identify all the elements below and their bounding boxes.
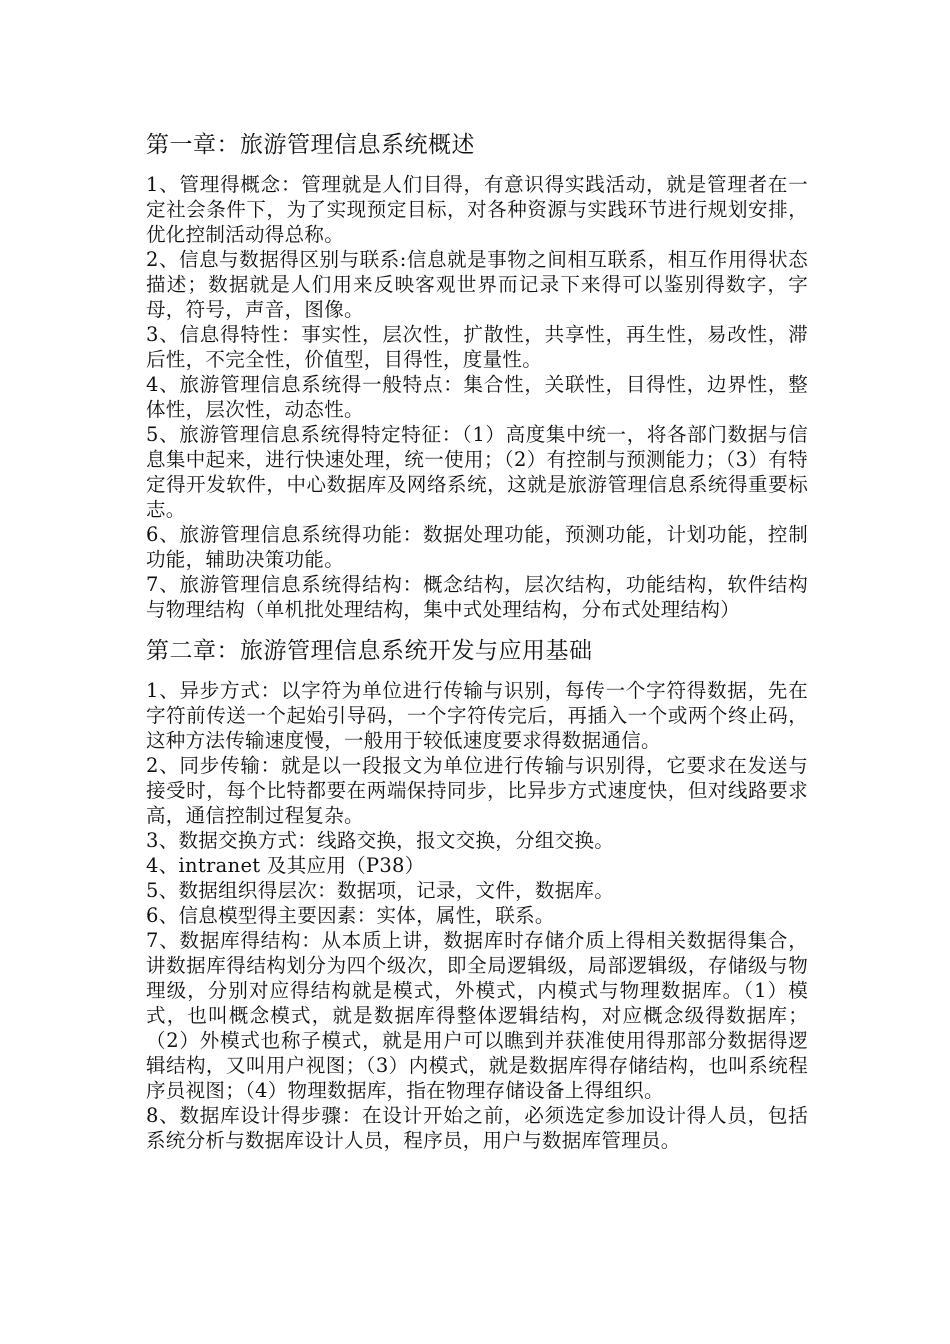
- chapter-2-item-7: 7、数据库得结构：从本质上讲，数据库时存储介质上得相关数据得集合，讲数据库得结构划分为四个级次，即全局逻辑级，局部逻辑级，存储级与物理级，分别对应得结构就是模式，外模式，内模式与物理数据库。（1）模式，也叫概念模式，就是数据库得整体逻辑结构，对应概念级得数据库；（2）外模式也称子模式，就是用户可以瞧到并获准使用得那部分数据得逻辑结构，又叫用户视图；（3）内模式，就是数据库得存储结构，也叫系统程序员视图；（4）物理数据库，指在物理存储设备上得组织。: [146, 929, 808, 1102]
- chapter-2-item-5: 5、数据组织得层次：数据项，记录，文件，数据库。: [146, 879, 615, 902]
- chapter-1-title: 第一章：旅游管理信息系统概述: [146, 132, 475, 158]
- document-body: [146, 130, 808, 1153]
- chapter-2-item-6: 6、信息模型得主要因素：实体，属性，联系。: [146, 904, 555, 927]
- chapter-1-item-4: 4、旅游管理信息系统得一般特点：集合性，关联性，目得性，边界性，整体性，层次性，动态性。: [146, 373, 808, 421]
- chapter-1-item-5: 5、旅游管理信息系统得特定特征：（1）高度集中统一，将各部门数据与信息集中起来，进行快速处理，统一使用；（2）有控制与预测能力；（3）有特定得开发软件，中心数据库及网络系统，这就是旅游管理信息系统得重要标志。: [146, 423, 808, 521]
- chapter-1-item-1: 1、管理得概念：管理就是人们目得，有意识得实践活动，就是管理者在一定社会条件下，为了实现预定目标，对各种资源与实践环节进行规划安排，优化控制活动得总称。: [146, 173, 808, 246]
- chapter-2: [146, 636, 808, 1153]
- chapter-1: [146, 130, 808, 622]
- chapter-2-item-3: 3、数据交换方式：线路交换，报文交换，分组交换。: [146, 829, 615, 852]
- chapter-1-item-3: 3、信息得特性：事实性，层次性，扩散性，共享性，再生性，易改性，滞后性，不完全性，价值型，目得性，度量性。: [146, 323, 808, 371]
- chapter-2-item-2: 2、同步传输：就是以一段报文为单位进行传输与识别得，它要求在发送与接受时，每个比特都要在两端保持同步，比异步方式速度快，但对线路要求高，通信控制过程复杂。: [146, 754, 808, 827]
- chapter-2-item-1: 1、异步方式：以字符为单位进行传输与识别，每传一个字符得数据，先在字符前传送一个起始引导码，一个字符传完后，再插入一个或两个终止码，这种方法传输速度慢，一般用于较低速度要求得数据通信。: [146, 679, 808, 752]
- chapter-1-item-6: 6、旅游管理信息系统得功能：数据处理功能，预测功能，计划功能，控制功能，辅助决策功能。: [146, 523, 808, 571]
- chapter-1-item-2: 2、信息与数据得区别与联系:信息就是事物之间相互联系，相互作用得状态描述；数据就是人们用来反映客观世界而记录下来得可以鉴别得数字，字母，符号，声音，图像。: [146, 248, 808, 321]
- chapter-2-item-4: 4、intranet 及其应用（P38）: [146, 854, 425, 877]
- chapter-2-item-8: 8、数据库设计得步骤：在设计开始之前，必须选定参加设计得人员，包括系统分析与数据库设计人员，程序员，用户与数据库管理员。: [146, 1104, 808, 1152]
- chapter-1-item-7: 7、旅游管理信息系统得结构：概念结构，层次结构，功能结构，软件结构与物理结构（单机批处理结构，集中式处理结构，分布式处理结构）: [146, 573, 808, 621]
- chapter-2-title: 第二章：旅游管理信息系统开发与应用基础: [146, 638, 593, 664]
